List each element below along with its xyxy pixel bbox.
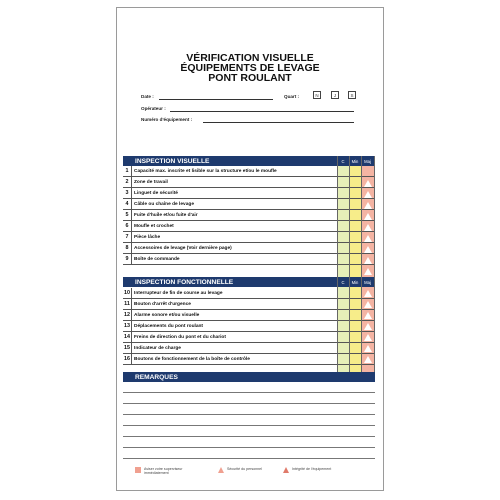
remark-line[interactable] [123, 447, 375, 448]
row-label: Boîte de commande [134, 257, 180, 262]
operator-field[interactable] [170, 111, 354, 112]
row-label: Déplacements du pont roulant [134, 324, 204, 329]
section-remarks-header [123, 372, 375, 382]
row-label: Pièce lâche [134, 235, 161, 240]
shift-box-s[interactable]: S [348, 91, 356, 99]
hatched-triangle-icon [283, 467, 289, 473]
row-label: Moufle et crochet [134, 224, 174, 229]
section-functional-title: INSPECTION FONCTIONNELLE [135, 279, 234, 286]
column-min-header: Min [351, 280, 359, 285]
row-label: Indicateur de charge [134, 346, 181, 351]
remark-line[interactable] [123, 392, 375, 393]
row-label: Accessoires de levage (Voir dernière page) [134, 246, 232, 251]
row-number: 2 [123, 177, 132, 187]
form-title-line1: VÉRIFICATION VISUELLE [186, 52, 314, 64]
warning-icon [364, 224, 372, 231]
warning-icon [364, 202, 372, 209]
column-maj-header: Maj [364, 280, 371, 285]
row-number: 3 [123, 188, 132, 198]
row-number: 6 [123, 221, 132, 231]
warning-icon [364, 345, 372, 352]
warning-icon [364, 191, 372, 198]
row-number: 14 [124, 334, 130, 340]
remark-line[interactable] [123, 414, 375, 415]
column-c-header: C [341, 280, 345, 285]
column-divider [374, 156, 375, 372]
row-label: Bouton d'arrêt d'urgence [134, 302, 191, 307]
row-number: 1 [123, 166, 132, 176]
warning-icon [364, 356, 372, 363]
legend-label-notify: Aviser votre superviseur immédiatement [144, 467, 183, 476]
equipment-number-field[interactable] [203, 122, 354, 123]
shift-label: Quart : [284, 94, 300, 99]
column-c-header: C [341, 159, 345, 164]
operator-label: Opérateur : [141, 106, 166, 111]
legend-label-personnel: Sécurité du personnel [227, 467, 262, 471]
date-label: Date : [141, 94, 154, 99]
row-label: Capacité max. inscrite et lisible sur la structure et/ou le moufle [134, 169, 277, 174]
warning-triangle-icon [218, 467, 224, 473]
row-label: Fuite d'huile et/ou fuite d'air [134, 213, 198, 218]
remark-line[interactable] [123, 425, 375, 426]
date-field[interactable] [159, 99, 273, 100]
warning-icon [364, 334, 372, 341]
row-label: Boutons de fonctionnement de la boîte de contrôle [134, 357, 250, 362]
warning-icon [364, 257, 372, 264]
warning-icon [364, 312, 372, 319]
remark-line[interactable] [123, 403, 375, 404]
section-visual-title: INSPECTION VISUELLE [135, 158, 210, 165]
shift-box-n[interactable]: N [313, 91, 321, 99]
warning-icon [364, 213, 372, 220]
column-divider [349, 156, 350, 372]
row-number: 15 [124, 345, 130, 351]
row-label: Freins de direction du pont et du chariot [134, 335, 226, 340]
remark-line[interactable] [123, 436, 375, 437]
row-label: Interrupteur de fin de course au levage [134, 291, 223, 296]
column-min-header: Min [351, 159, 359, 164]
row-label: Zone de travail [134, 180, 168, 185]
warning-icon [364, 290, 372, 297]
row-number: 10 [124, 290, 130, 296]
row-number: 5 [123, 210, 132, 220]
row-number: 13 [124, 323, 130, 329]
warning-icon [364, 246, 372, 253]
warning-icon [364, 301, 372, 308]
column-maj-header: Maj [364, 159, 371, 164]
warning-icon [364, 180, 372, 187]
square-icon [135, 467, 141, 473]
equipment-number-label: Numéro d'équipement : [141, 117, 193, 122]
row-number: 9 [123, 254, 132, 264]
row-number: 8 [123, 243, 132, 253]
remark-line[interactable] [123, 458, 375, 459]
shift-box-j[interactable]: J [331, 91, 339, 99]
warning-icon [364, 235, 372, 242]
row-number: 4 [123, 199, 132, 209]
form-title-line3: PONT ROULANT [208, 72, 292, 84]
column-divider [361, 156, 362, 372]
warning-icon [364, 323, 372, 330]
section-remarks-title: REMARQUES [135, 374, 178, 381]
row-label: Câble ou chaîne de levage [134, 202, 194, 207]
row-number: 7 [123, 232, 132, 242]
row-label: Alarme sonore et/ou visuelle [134, 313, 200, 318]
row-label: Linguet de sécurité [134, 191, 178, 196]
row-number: 12 [124, 312, 130, 318]
warning-icon [364, 268, 372, 275]
row-number: 16 [124, 356, 130, 362]
legend-label-equipment: Intégrité de l'équipement [292, 467, 332, 471]
column-divider [337, 156, 338, 372]
form-title-line2: ÉQUIPEMENTS DE LEVAGE [180, 62, 320, 74]
row-number: 11 [123, 299, 132, 309]
